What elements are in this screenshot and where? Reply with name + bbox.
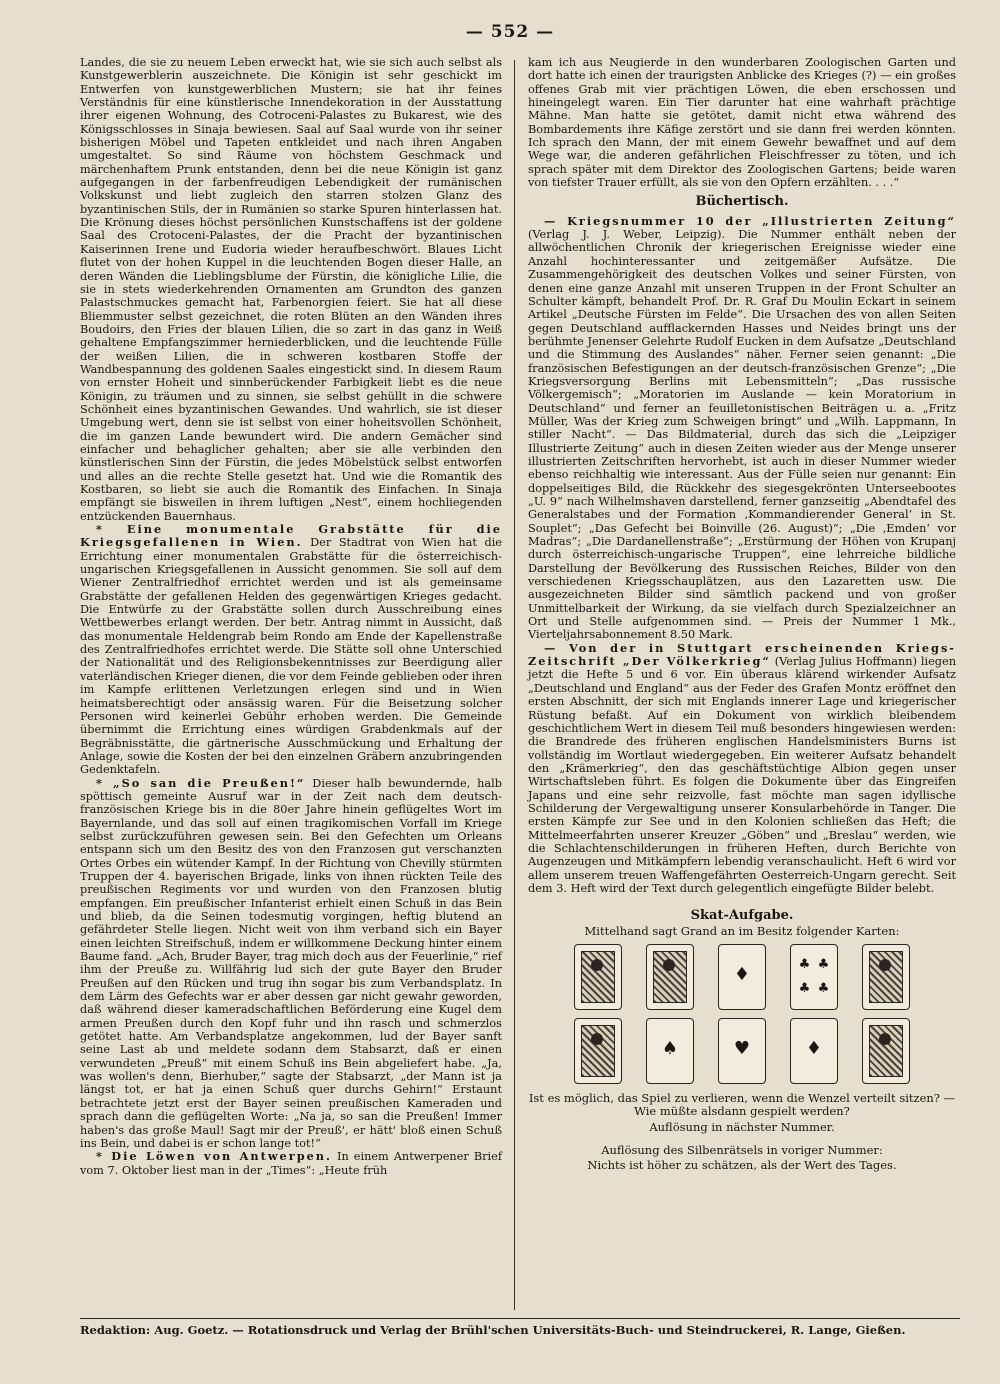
right-column	[528, 56, 956, 1175]
card-heart-ace	[718, 1018, 766, 1084]
skat-next-issue: Auflösung in nächster Nummer.	[649, 1119, 835, 1134]
card-king	[862, 944, 910, 1010]
card-clubs-four	[790, 944, 838, 1010]
card-jack-3	[862, 1018, 910, 1084]
page-number: — 552 —	[465, 22, 555, 42]
review-voelkerkrieg-heading: — Von der in Stuttgart erscheinenden Kriegs-Zeitschrift „Der Völkerkrieg“	[528, 640, 956, 669]
review-voelkerkrieg	[528, 642, 956, 896]
article-prussians-heading: * „So san die Preußen!“	[96, 775, 306, 790]
card-diamond-ace	[718, 944, 766, 1010]
review-illustrierte-text: (Verlag J. J. Weber, Leipzig). Die Nummer enthält neben der allwöchentlichen Chronik der kriegerischen Ereignisse wieder eine Anzahl hochinteressanter und zeitgemäßer Aufsätze. Die Zusammengehörigkeit des deutschen Volkes und seiner Fürsten, von denen eine ganze Anzahl mit unseren Truppen in der Front Schulter an Schulter kämpft, behandelt Prof. Dr. R. Graf Du Moulin Eckart in seinem Artikel „Deutsche Fürsten im Felde“. Die Ursachen des von allen Seiten gegen Deutschland aufflackernden Hasses und Neides bringt uns der berühmte Jenenser Gelehrte Rudolf Eucken in dem Aufsatze „Deutschland und die Stimmung des Auslandes“ näher. Ferner seien genannt: „Die französischen Befestigungen an der deutsch-französischen Grenze“; „Die Kriegsversorgung Berlins mit Lebensmitteln“; „Das russische Völkergemisch“; „Moratorien im Auslande — kein Moratorium in Deutschland“ und ferner an feuilletonistischen Beiträgen u. a. „Fritz Müller, Was der Krieg zum Schweigen bringt“ und „Wilh. Lappmann, In stiller Nacht“. — Das Bildmaterial, durch das sich die „Leipziger Illustrierte Zeitung“ auch in diesen Zeiten wieder aus der Menge unserer illustrierten Zeitschriften hervorhebt, ist auch in dieser Nummer wieder ebenso reichhaltig wie interessant. Aus der Fülle seien nur genannt: Ein doppelseitiges Bild, die Rückkehr des siegesgekrönten Unterseebootes „U. 9“ nach Wilhelmshaven darstellend, ferner ganzseitig „Abendtafel des Generalstabes und der Formation ‚Kommandierender General‘ in St. Souplet“; „Das Gefecht bei Boinville (26. August)“; „Die ‚Emden‘ vor Madras“; „Die Dardanellenstraße“; „Erstürmung der Höhen von Krupanj durch österreichisch-ungarische Truppen“, eine lehrreiche bildliche Darstellung der Bevölkerung des Russischen Reiches, Bilder von den verschiedenen Kriegsschauplätzen, aus den Lazaretten usw. Die ausgezeichneten Bilder sind sämtlich packend und von großer Unmittelbarkeit der Wirkung, da sie vielfach durch Spezialzeichner an Ort und Stelle aufgenommen sind. — Preis der Nummer 1 Mk., Vierteljahrsabonnement 8.50 Mark.	[528, 228, 956, 642]
article-grave-heading: * Eine monumentale Grabstätte für die Kriegsgefallenen in Wien.	[80, 522, 502, 550]
left-column	[80, 56, 502, 1177]
card-diamond-2	[790, 1018, 838, 1084]
imprint-footer: Redaktion: Aug. Goetz. — Rotationsdruck und Verlag der Brühl'schen Universitäts-Buch- und Steindruckerei, R. Lange, Gießen.	[80, 1318, 960, 1337]
article-grave	[80, 523, 502, 777]
heart-icon: ♥	[733, 1038, 751, 1059]
article-prussians-text: Dieser halb bewundernde, halb spöttisch gemeinte Ausruf war in der Zeit nach dem deutsch-französischen Kriege bis in die 80er Jahre hinein geflügeltes Wort im Bayernlande, und das soll auf einen tragikomischen Vorfall im Kriege selbst zurückzuführen gewesen sein. Bei den Gefechten um Orleans entspann sich um den Besitz des von den Franzosen gut verschanzten Ortes Orbes ein wütender Kampf. In der Richtung von Chevilly stürmten Truppen der 4. bayerischen Brigade, links von ihnen rückten Teile des preußischen Regiments vor und wurden von den Franzosen blutig empfangen. Ein preußischer Infanterist erhielt einen Schuß in das Bein und blieb, da die Seinen todesmutig vorgingen, heftig blutend an gefährdeter Stelle liegen. Nicht weit von ihm verband sich ein Bayer einen leichten Streifschuß, indem er willkommene Deckung hinter einem Baume fand. „Ach, Bruder Bayer, trag mich doch aus der Feuerlinie,“ rief ihm der Preuße zu. Willfährig lud sich der gute Bayer den Bruder Preußen auf den Rücken und trug ihn sogar bis zum Verbandsplatz. In dem Lärm des Gefechts war er aber dessen gar nicht gewahr geworden, daß während dieser kameradschaftlichen Beförderung eine Kugel dem armen Preußen durch den Kopf fuhr und ihn rasch und schmerzlos getötet hatte. Am Verbandsplatze angekommen, lud der Bayer sanft seine Last ab und meldete sodann dem Stabsarzt, daß er einen verwundeten „Preuß“ mit einem Schuß ins Bein abgeliefert habe. „Ja, was wollen's denn, Bierhuber,“ sagte der Stabsarzt, „der Mann ist ja längst tot, er hat ja einen Schuß quer durchs Gehirn!“ Erstaunt betrachtete jetzt erst der Bayer seinen preußischen Kameraden und sprach dann die geflügelten Worte: „Na ja, so san die Preußen! Immer haben's das große Maul! Sagt mir der Preuß', er hätt' bloß einen Schuß ins Bein, und dabei is er schon lange tot!“	[80, 776, 503, 1150]
skat-title: Skat-Aufgabe.	[690, 908, 794, 924]
riddle-solution-label: Auflösung des Silbenrätsels in voriger Nummer:	[601, 1143, 883, 1158]
skat-intro: Mittelhand sagt Grand an im Besitz folgender Karten:	[584, 923, 900, 938]
review-illustrierte-zeitung	[528, 215, 956, 642]
article-lions-text: In einem Antwerpener Brief vom 7. Oktober liest man in der „Times“: „Heute früh	[80, 1150, 503, 1177]
riddle-solution: Nichts ist höher zu schätzen, als der Wert des Tages.	[587, 1158, 897, 1173]
card-jack-2	[646, 944, 694, 1010]
skat-cards	[528, 944, 956, 1084]
skat-question: Ist es möglich, das Spiel zu verlieren, wenn die Wenzel verteilt sitzen? — Wie müßte alsdann gespielt werden?	[528, 1091, 956, 1119]
diamond-icon: ♦	[733, 964, 751, 985]
column-divider	[514, 60, 515, 1310]
section-heading-buechertisch: Büchertisch.	[695, 194, 789, 210]
card-spade-ace	[646, 1018, 694, 1084]
article-lions-continued: kam ich aus Neugierde in den wunderbaren Zoologischen Garten und dort hatte ich einen der traurigsten Anblicke des Krieges (?) — ein großes offenes Grab mit vier prächtigen Löwen, die eben erschossen und hineingelegt waren. Ein Tier darunter hat eine wahrhaft prächtige Mähne. Man hatte sie getötet, damit nicht etwa während des Bombardements ihre Käfige zerstört und sie dann frei werden könnten. Ich sprach den Mann, der mit einem Gewehr bewaffnet und auf dem Wege war, die anderen gefährlichen Fleischfresser zu töten, und ich sprach später mit dem Direktor des Zoologischen Gartens; beide waren von tiefster Trauer erfüllt, als sie von den Opfern erzählten. . . .“	[528, 56, 956, 190]
clubs-icon: ♣ ♣ ♣ ♣	[798, 957, 830, 997]
review-voelkerkrieg-text: (Verlag Julius Hoffmann) liegen jetzt die Hefte 5 und 6 vor. Ein überaus klärend wirkender Aufsatz „Deutschland und England“ aus der Feder des Grafen Montz eröffnet den ersten Abschnitt, der sich mit Englands innerer Lage und kriegerischer Rüstung befaßt. Auf ein Dokument von wirklich bleibendem geschichtlichem Wert in diesem Teil muß besonders hingewiesen werden: die Brandrede des früheren englischen Handelsministers Burns ist vollständig im Wortlaut wiedergegeben. Ein weiterer Aufsatz behandelt den „Krämerkrieg“, den das geschäftstüchtige Albion gegen unser Wirtschaftsleben führt. Es folgen die Dokumente über das Eingreifen Japans und eine sehr reizvolle, fast möchte man sagen idyllische Schilderung der Vergewaltigung unserer Konsularbehörde in Tanger. Die ersten Kämpfe zur See und in den Kolonien schließen das Heft; die Mittelmeerfahrten unserer Kreuzer „Göben“ und „Breslau“ werden, wie die Schlachtenschilderungen in früheren Heften, durch Berichte von Augenzeugen und Mitkämpfern lebendig veranschaulicht. Heft 6 wird vor allem unserem treuen Waffengefährten Oesterreich-Ungarn gerecht. Seit dem 3. Heft wird der Text durch gelegentlich eingefügte Bilder belebt.	[528, 655, 956, 895]
review-illustrierte-heading: — Kriegsnummer 10 der „Illustrierten Zeitung“	[544, 213, 956, 228]
card-queen	[574, 1018, 622, 1084]
diamond-icon: ♦	[805, 1038, 823, 1059]
article-lions-heading: * Die Löwen von Antwerpen.	[96, 1149, 332, 1164]
article-prussians	[80, 777, 502, 1151]
article-queen-text: Landes, die sie zu neuem Leben erweckt hat, wie sie sich auch selbst als Kunstgewerblerin auszeichnete. Die Königin ist sehr geschickt im Entwerfen von kunstgewerblichen Mustern; sie hat ihr feines Verständnis für eine künstlerische Innendekoration in der Ausstattung ihrer eigenen Wohnung, des Cotroceni-Palastes zu Bukarest, wie des Königsschlosses in Sinaja bewiesen. Saal auf Saal wurde von ihr seiner bisherigen Möbel und Tapeten entkleidet und nach ihren Angaben umgestaltet. So sind Räume von höchstem Geschmack und märchenhaftem Prunk entstanden, denn bei die neue Königin ist ganz aufgegangen in der farbenfreudigen Lebendigkeit der rumänischen Volkskunst und liebt zugleich den starren stolzen Glanz des byzantinischen Stils, der in Rumänien so starke Spuren hinterlassen hat. Die Krönung dieses höchst persönlichen Kunstschaffens ist der goldene Saal des Crotoceni-Palastes, der die Pracht der byzantinischen Kaiserinnen Irene und Eudoria wieder heraufbeschwört. Blaues Licht flutet von der hohen Kuppel in die leuchtenden Bogen dieser Halle, an deren Wänden die Lieblingsblume der Fürstin, die königliche Lilie, die sie in stets wiederkehrenden Ornamenten am Grundton des ganzen Palastschmuckes gemacht hat, Farbenorgien feiert. Sie hat all diese Bliemmuster selbst gezeichnet, die roten Blüten an den Wänden ihres Boudoirs, den Fries der blauen Lilien, die so zart in das ganz in Weiß gehaltene Empfangszimmer herniederblicken, und die leuchtende Fülle der weißen Lilien, die in schweren kostbaren Stoffe der Wandbespannung des goldenen Saales eingestickt sind. In diesem Raum von ernster Hoheit und sinnberückender Farbigkeit liebt es die neue Königin, zu träumen und zu sinnen, sie selbst gehüllt in die schwere Schönheit eines byzantinischen Gewandes. Und wahrlich, sie ist dieser Umgebung wert, denn sie ist selbst von einer hoheitsvollen Schönheit, die im ganzen Lande bewundert wird. Die andern Gemächer sind einfacher und behaglicher gehalten; aber sie alle verbinden den künstlerischen Sinn der Fürstin, die jedes Möbelstück selbst entworfen und alles an die rechte Stelle gesetzt hat. Und wie die Romantik des Kostbaren, so liebt sie auch die Romantik des Einfachen. In Sinaja empfängt sie bisweilen in ihrem luftigen „Nest“, einem hochliegenden entzückenden Bauernhaus.	[80, 56, 502, 523]
article-lions	[80, 1150, 502, 1177]
spade-icon: ♠	[661, 1038, 679, 1059]
card-jack-1	[574, 944, 622, 1010]
article-grave-text: Der Stadtrat von Wien hat die Errichtung einer monumentalen Grabstätte für die österreichisch-ungarischen Kriegsgefallenen in Aussicht genommen. Sie soll auf dem Wiener Zentralfriedhof errichtet werden und ist als gemeinsame Grabstätte der gefallenen Helden des gegenwärtigen Krieges gedacht. Die Entwürfe zu der Grabstätte sollen durch Ausschreibung eines Wettbewerbes erlangt werden. Der betr. Antrag nimmt in Aussicht, daß das monumentale Heldengrab beim Rondo am Ende der Kapellenstraße des Zentralfriedhofes errichtet werde. Die Stätte soll ohne Unterschied der Nationalität und des Religionsbekenntnisses zur Beerdigung aller vaterländischen Krieger dienen, die vor dem Feinde geblieben oder ihren im Kampfe erlittenen Verletzungen erlegen sind und in Wien heimatsberechtigt oder ansässig waren. Für die Beisetzung solcher Personen wird keinerlei Gebühr erhoben werden. Die Gemeinde übernimmt die Errichtung eines würdigen Grabdenkmals auf der Begräbnisstätte, die gärtnerische Ausschmückung und Erhaltung der Anlage, sowie die Kosten der bei den einzelnen Gräbern anzubringenden Gedenktafeln.	[80, 536, 502, 777]
